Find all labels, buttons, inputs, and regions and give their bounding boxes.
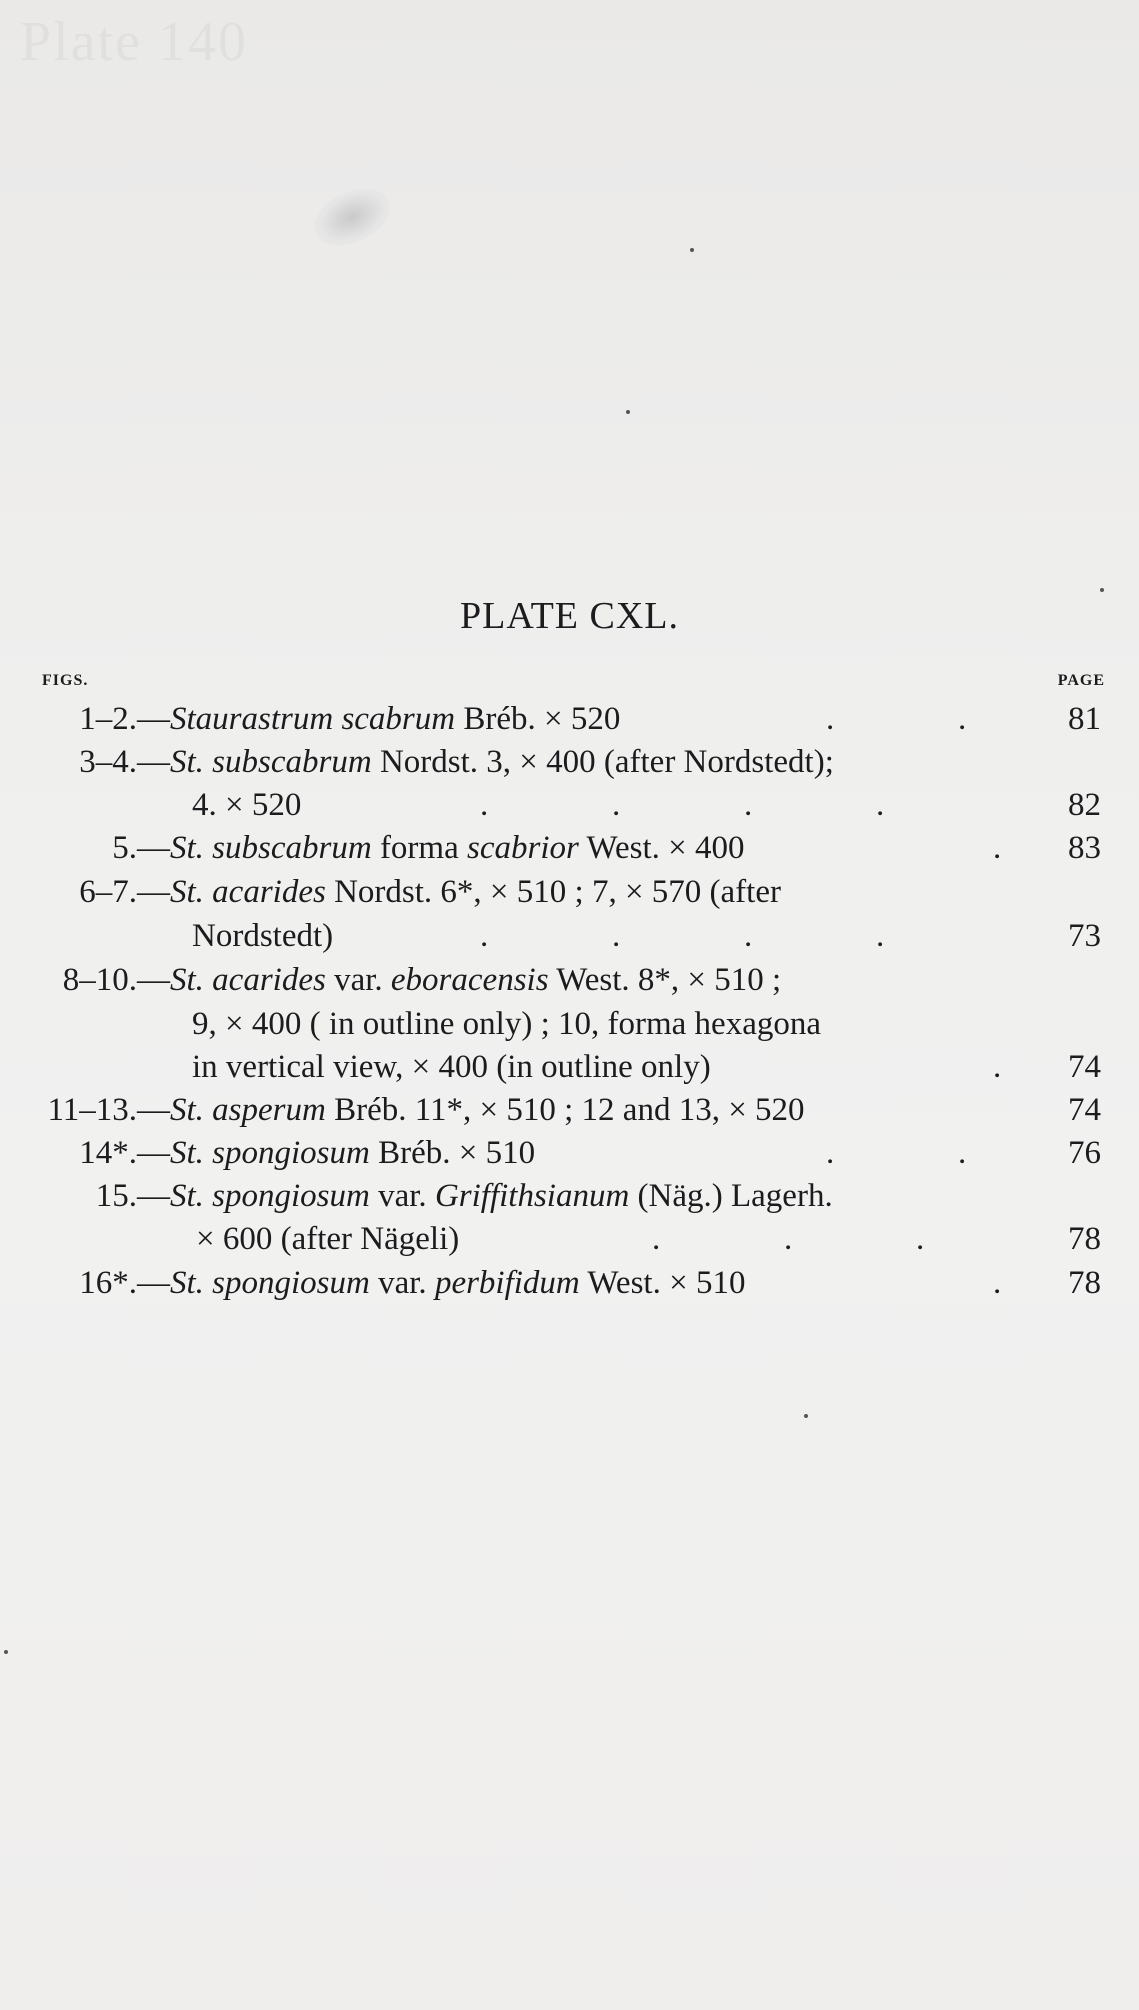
page-number: 74: [1068, 1049, 1101, 1085]
show-through-text: [20, 10, 248, 74]
list-item-continuation: [0, 1002, 1139, 1046]
figure-description: St. subscabrum Nordst. 3, × 400 (after Nordstedt);: [170, 744, 834, 780]
variety-name: eboracensis: [390, 962, 549, 998]
figure-number: 11–13.—: [47, 1092, 170, 1128]
figure-description: Nordstedt): [192, 918, 334, 954]
page-number: 78: [1068, 1265, 1101, 1301]
figure-description: St. spongiosum var. Griffithsianum (Näg.) Lagerh.: [170, 1178, 833, 1214]
species-name: Staurastrum scabrum: [170, 701, 456, 737]
dot-leader: .: [993, 830, 1002, 866]
figure-number: 5.—: [112, 830, 170, 866]
plate-title: PLATE CXL.: [460, 595, 679, 637]
page-number: 73: [1068, 918, 1101, 954]
figure-description: St. spongiosum var. perbifidum West. × 510: [170, 1265, 746, 1301]
figure-description: × 600 (after Nägeli): [196, 1221, 460, 1257]
dot-leader: .: [993, 1049, 1002, 1085]
list-item-continuation: [0, 1045, 1139, 1089]
paper-speck: [804, 1414, 808, 1418]
paper-speck: [4, 1650, 8, 1654]
paper-speck: [690, 248, 694, 252]
dot-leader: . .: [826, 701, 967, 737]
species-name: St. acarides: [170, 962, 326, 998]
figure-number: 1–2.—: [79, 701, 170, 737]
dot-leader: . . .: [652, 1221, 925, 1257]
figure-description: 4. × 520: [192, 787, 302, 823]
page-number: 83: [1068, 830, 1101, 866]
species-name: St. asperum: [170, 1092, 326, 1128]
species-name: St. subscabrum: [170, 744, 372, 780]
list-item: [0, 740, 1139, 784]
figure-description: St. spongiosum Bréb. × 510: [170, 1135, 536, 1171]
list-item: [0, 1131, 1139, 1175]
dot-leader: . . . .: [480, 787, 885, 823]
list-item: [0, 870, 1139, 914]
list-item: [0, 1088, 1139, 1132]
list-item: [0, 1261, 1139, 1305]
figure-description: St. subscabrum forma scabrior West. × 400: [170, 830, 745, 866]
figure-number: 8–10.—: [62, 962, 170, 998]
variety-name: Griffithsianum: [434, 1178, 630, 1214]
figure-description: St. asperum Bréb. 11*, × 510 ; 12 and 13, × 520: [170, 1092, 805, 1128]
figure-description: Staurastrum scabrum Bréb. × 520: [170, 701, 621, 737]
species-name: St. spongiosum: [170, 1178, 370, 1214]
species-name: St. acarides: [170, 874, 326, 910]
figure-description: St. acarides var. eboracensis West. 8*, × 510 ;: [170, 962, 782, 998]
page-number: 76: [1068, 1135, 1101, 1171]
paper-speck: [626, 410, 630, 414]
list-item-continuation: [0, 1217, 1139, 1261]
list-item: [0, 826, 1139, 870]
paper-smudge: [305, 177, 399, 256]
variety-name: perbifidum: [434, 1265, 580, 1301]
list-item-continuation: [0, 914, 1139, 958]
figure-number: 6–7.—: [79, 874, 170, 910]
page-column-heading: PAGE: [1057, 672, 1105, 689]
figure-description: 9, × 400 ( in outline only) ; 10, forma hexagona: [192, 1006, 821, 1042]
figure-description: in vertical view, × 400 (in outline only): [192, 1049, 711, 1085]
page-number: 81: [1068, 701, 1101, 737]
page-number: 78: [1068, 1221, 1101, 1257]
paper-speck: [1100, 588, 1104, 592]
dot-leader: . . . .: [480, 918, 885, 954]
list-item: [0, 697, 1139, 741]
species-name: St. subscabrum: [170, 830, 372, 866]
figure-description: St. acarides Nordst. 6*, × 510 ; 7, × 570 (after: [170, 874, 781, 910]
figs-column-heading: FIGS.: [42, 672, 89, 689]
page-number: 74: [1068, 1092, 1101, 1128]
form-name: scabrior: [466, 830, 579, 866]
list-item: [0, 958, 1139, 1002]
figure-number: 3–4.—: [79, 744, 170, 780]
species-name: St. spongiosum: [170, 1135, 370, 1171]
list-item: [0, 1174, 1139, 1218]
page-number: 82: [1068, 787, 1101, 823]
figure-number: 14*.—: [79, 1135, 170, 1171]
figure-number: 15.—: [95, 1178, 170, 1214]
dot-leader: .: [993, 1265, 1002, 1301]
figure-number: 16*.—: [79, 1265, 170, 1301]
list-item-continuation: [0, 783, 1139, 827]
species-name: St. spongiosum: [170, 1265, 370, 1301]
dot-leader: . .: [826, 1135, 967, 1171]
